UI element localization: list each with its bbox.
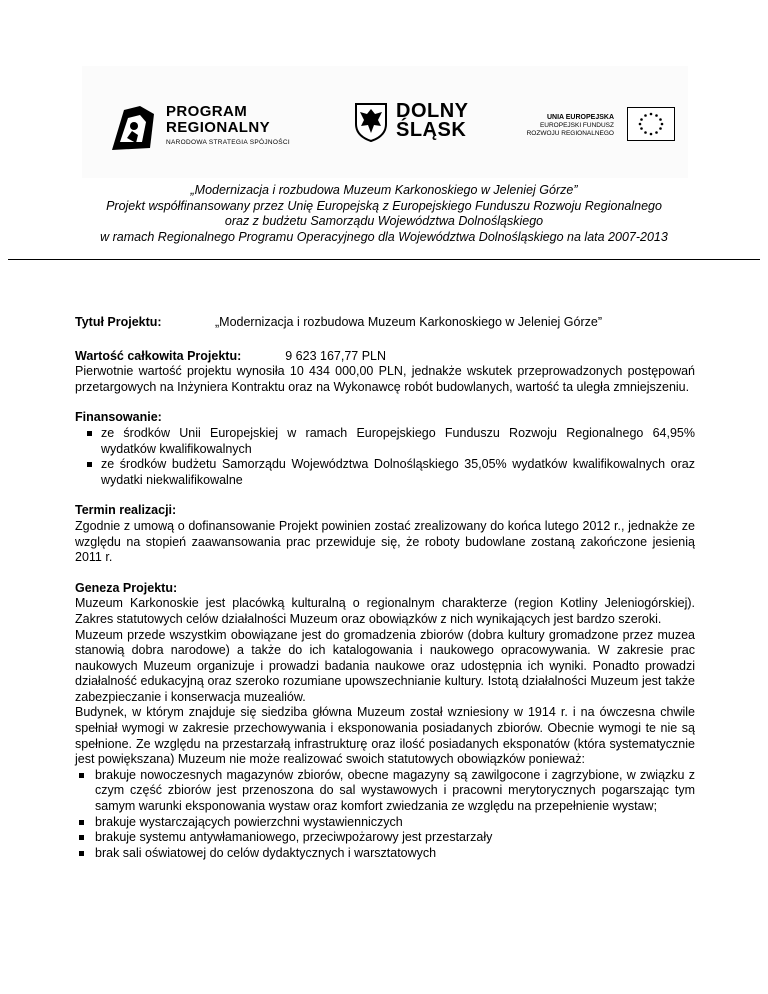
program-regionalny-logo: PROGRAM REGIONALNY NARODOWA STRATEGIA SPÓJNOŚCI: [166, 103, 290, 146]
header-divider: [8, 259, 760, 260]
genesis-paragraph: Muzeum Karkonoskie jest placówką kulturalną o regionalnym charakterze (region Kotliny Jeleniogórskiej). Zakres statutowych celów działalności Muzeum oraz obowiązków z nich wynikających jest bardzo szeroki.: [75, 596, 695, 626]
list-item: brakuje wystarczających powierzchni wystawienniczych: [75, 815, 695, 831]
list-item: brakuje nowoczesnych magazynów zbiorów, obecne magazyny są zawilgocone i zagrzybione, w związku z czym część zbiorów jest przenoszona do sal wystawowych i pracowni merytorycznych pogarszając tym samym warunki eksponowania wystaw oraz komfort zwiedzania ze względu na przepełnienie wystaw;: [75, 768, 695, 815]
deadline-section: [75, 503, 695, 565]
genesis-section: [75, 581, 695, 862]
genesis-paragraph: Budynek, w którym znajduje się siedziba główna Muzeum został wzniesiony w 1914 r. i na ówczesna chwile spełniał wymogi w zakresie przechowywania i eksponowania posiadanych zbiorów. Obecnie wymogi te nie są spełnione. Ze względu na przestarzałą infrastrukturę oraz ilość posiadanych eksponatów (która systematycznie jest powiększana) Muzeum nie może realizować swoich statutowych obowiązków ponieważ:: [75, 705, 695, 767]
unia-europejska-label: UNIA EUROPEJSKA EUROPEJSKI FUNDUSZ ROZWOJU REGIONALNEGO: [526, 114, 614, 137]
genesis-paragraph: Muzeum przede wszystkim obowiązane jest do gromadzenia zbiorów (dobra kultury gromadzone przez muzea stanowią dobra narodowe) a także do ich katalogowania i naukowego opracowywania. W zakresie prac naukowych Muzeum organizuje i prowadzi badania naukowe oraz udostępnia ich wyniki. Ponadto prowadzi działalność edukacyjną oraz szeroko rozumiane upowszechnianie kultury. Istotą działalności Muzeum jest także zabezpieczanie i konserwacja muzealiów.: [75, 627, 695, 704]
list-item: ze środków budżetu Samorządu Województwa Dolnośląskiego 35,05% wydatków kwalifikowalnych oraz wydatki niekwalifikowalne: [75, 457, 695, 488]
dolny-slask-eagle-shield-icon: [354, 102, 388, 142]
list-item: ze środków Unii Europejskiej w ramach Europejskiego Funduszu Rozwoju Regionalnego 64,95% wydatków kwalifikowalnych: [75, 426, 695, 457]
genesis-list: [75, 768, 695, 862]
logo-band: [82, 66, 688, 178]
project-value-label: Wartość całkowita Projektu:: [75, 348, 242, 363]
genesis-heading: Geneza Projektu:: [75, 580, 178, 595]
project-value-amount: 9 623 167,77 PLN: [285, 348, 387, 363]
project-title-value: „Modernizacja i rozbudowa Muzeum Karkonoskiego w Jeleniej Górze”: [215, 315, 602, 329]
project-value-section: [75, 349, 695, 396]
program-regionalny-emblem-icon: [110, 102, 156, 152]
deadline-heading: Termin realizacji:: [75, 503, 177, 518]
list-item: brak sali oświatowej do celów dydaktycznych i warsztatowych: [75, 846, 695, 862]
list-item: brakuje systemu antywłamaniowego, przeciwpożarowy jest przestarzały: [75, 830, 695, 846]
document-body: [75, 315, 695, 861]
financing-list: [75, 426, 695, 488]
eu-flag-icon: [627, 107, 675, 141]
dolny-slask-logo: DOLNY ŚLĄSK: [396, 100, 469, 141]
financing-heading: Finansowanie:: [75, 410, 162, 425]
project-title-label: Tytuł Projektu:: [75, 315, 162, 329]
project-header: „Modernizacja i rozbudowa Muzeum Karkonoskiego w Jeleniej Górze” Projekt współfinansowany przez Unię Europejską z Europejskiego Funduszu Rozwoju Regionalnego oraz z budżetu Samorządu Województwa Dolnośląskiego w ramach Regionalnego Programu Operacyjnego dla Województwa Dolnośląskiego na lata 2007-2013: [100, 183, 668, 244]
financing-section: [75, 410, 695, 488]
deadline-text: Zgodnie z umową o dofinansowanie Projekt powinien zostać zrealizowany do końca lutego 2012 r., jednakże ze względu na stopień zaawansowania prac przewiduje się, że roboty budowlane zostaną zakończone jesienią 2011 r.: [75, 518, 695, 565]
project-title-row: [75, 315, 695, 331]
project-value-text: Pierwotnie wartość projektu wynosiła 10 434 000,00 PLN, jednakże wskutek przeprowadzonych postępowań przetargowych na Inżyniera Kontraktu oraz na Wykonawcę robót budowlanych, wartość ta uległa zmniejszeniu.: [75, 364, 695, 394]
